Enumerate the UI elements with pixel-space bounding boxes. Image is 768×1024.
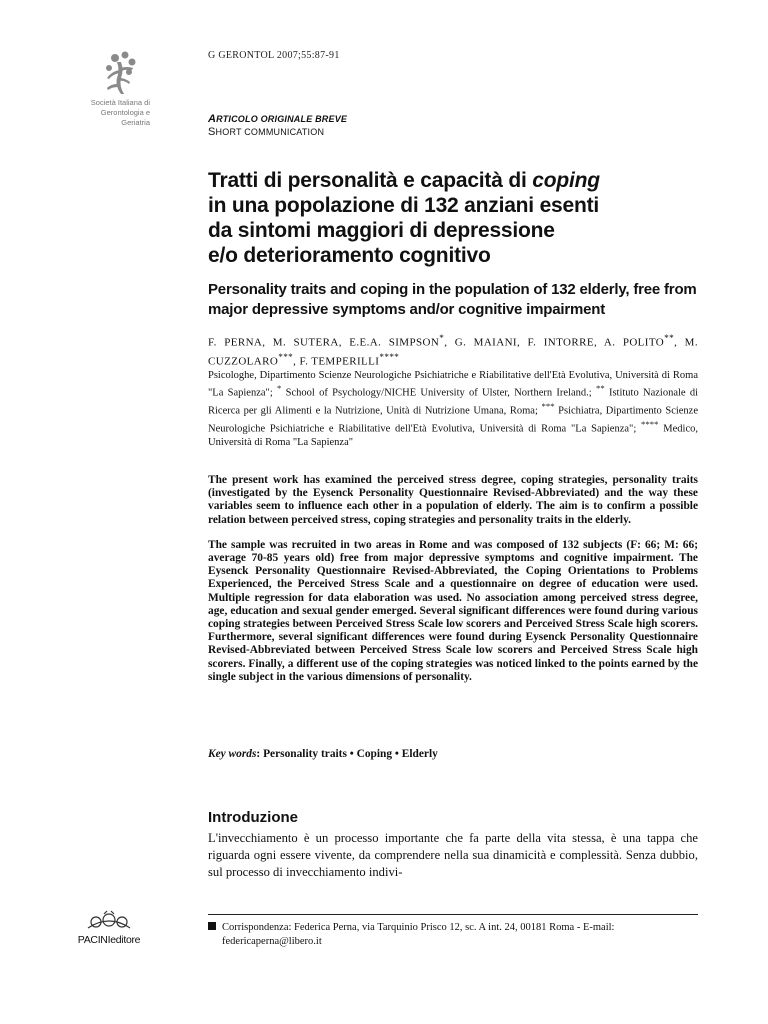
- society-logo: [80, 48, 160, 128]
- abstract-paragraph-2: The sample was recruited in two areas in Rome and was composed of 132 subjects (F: 66; M: 66; average 70-85 years old) free from major depressive symptoms and cognitive impairment. The Eysenck Personality Questionnaire Revised-Abbreviated, the Coping Orientations to Problems Experienced, the Perceived Stress Scale and a questionnaire on degree of education were used. Multiple regression for data elaboration was used. No association among perceived stress degree, age, education and sexual gender emerged. Several significant differences were found during various coping strategies between Perceived Stress Scale low scorers and Perceived Stress Scale high scorers. Furthermore, several significant differences were found during Eysenck Personality Questionnaire Revised-Abbreviated between Perceived Stress Scale low scorers and Perceived Stress Scale high scorers. Finally, a different use of the coping strategies was noticed linked to the points earned by the single subject in the various dimensions of personality.: [208, 538, 698, 683]
- article-type-sublabel: SHORT COMMUNICATION: [208, 126, 325, 138]
- author-list: F. PERNA, M. SUTERA, E.E.A. SIMPSON*, G. MAIANI, F. INTORRE, A. POLITO**, M. CUZZOLARO***, F. TEMPERILLI****: [208, 333, 698, 368]
- publisher-logo: [64, 910, 154, 946]
- correspondence-footnote: [208, 921, 698, 948]
- abstract: [208, 474, 698, 696]
- article-title-italian: Tratti di personalità e capacità di coping in una popolazione di 132 anziani esenti da sintomi maggiori di depressione e/o deterioramento cognitivo: [208, 169, 600, 267]
- article-type-label: ARTICOLO ORIGINALE BREVE: [208, 113, 348, 125]
- journal-reference: G GERONTOL 2007;55:87-91: [208, 50, 340, 61]
- footnote-divider: [208, 914, 698, 915]
- abstract-paragraph-1: The present work has examined the perceived stress degree, coping strategies, personality traits (investigated by the Eysenck Personality Questionnaire Revised-Abbreviated) and the way these variables seem to influence each other in a population of elderly. The aim is to confirm a possible relation between perceived stress, coping strategies and personality traits in the elderly.: [208, 474, 698, 526]
- article-title-english: Personality traits and coping in the population of 132 elderly, free from major depressive symptoms and/or cognitive impairment: [208, 281, 697, 318]
- society-name: Società Italiana di Gerontologia e Geriatria: [90, 98, 150, 127]
- introduction-paragraph: L'invecchiamento è un processo importante che fa parte della vita stessa, è una tappa che riguarda ogni essere vivente, da comprendere nella sua dinamicità e complessità. Senza dubbio, sul processo di invecchiamento indivi-: [208, 831, 698, 879]
- bullet-square-icon: [208, 922, 216, 930]
- section-heading-introduction: Introduzione: [208, 809, 298, 826]
- publisher-emblem-icon: [74, 910, 144, 932]
- society-emblem-icon: [95, 48, 145, 98]
- publisher-name: PACINIeditore: [77, 934, 141, 946]
- affiliations: Psicologhe, Dipartimento Scienze Neurologiche Psichiatriche e Riabilitative dell'Età Evolutiva, Università di Roma "La Sapienza"; * School of Psychology/NICHE University of Ulster, Northern Ireland.; ** Istituto Nazionale di Ricerca per gli Alimenti e la Nutrizione, Unità di Nutrizione Umana, Roma; *** Psichiatra, Dipartimento Scienze Neurologiche Psichiatriche e Riabilitative dell'Età Evolutiva, Università di Roma "La Sapienza"; **** Medico, Università di Roma "La Sapienza": [208, 370, 699, 449]
- correspondence-text: Corrispondenza: Federica Perna, via Tarquinio Prisco 12, sc. A int. 24, 00181 Roma - E-mail: federicaperna@libero.it: [222, 922, 615, 947]
- keywords: Key words: Personality traits • Coping • Elderly: [208, 748, 438, 760]
